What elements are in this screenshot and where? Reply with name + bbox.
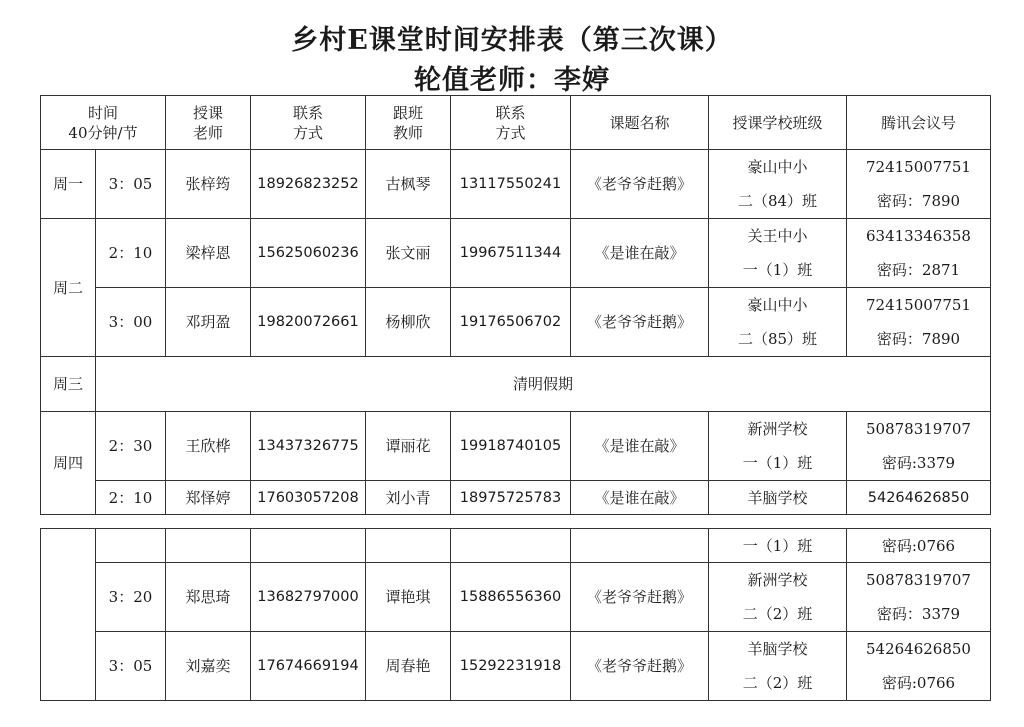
day-cell — [41, 529, 96, 701]
table-row — [41, 412, 991, 481]
school-cell: 新洲学校 二（2）班 — [709, 563, 847, 632]
phone-cell: 13437326775 — [251, 412, 366, 481]
topic-cell: 《是谁在敲》 — [571, 412, 709, 481]
day-cell: 周四 — [41, 412, 96, 515]
teacher-cell: 邓玥盈 — [166, 288, 251, 357]
table-row — [41, 481, 991, 515]
table-row — [41, 357, 991, 412]
table-row — [41, 219, 991, 288]
header-time: 时间 40分钟/节 — [41, 96, 166, 150]
phone2-cell: 19176506702 — [451, 288, 571, 357]
school-cell: 豪山中小 二（85）班 — [709, 288, 847, 357]
meeting-cell: 72415007751 密码：7890 — [847, 150, 991, 219]
phone-cell: 17674669194 — [251, 632, 366, 701]
phone-cell: 17603057208 — [251, 481, 366, 515]
header-school: 授课学校班级 — [709, 96, 847, 150]
header-follow-teacher: 跟班 教师 — [366, 96, 451, 150]
header-teacher: 授课 老师 — [166, 96, 251, 150]
header-row — [41, 96, 991, 150]
phone2-cell: 15886556360 — [451, 563, 571, 632]
topic-cell — [571, 529, 709, 563]
page-title: 乡村E课堂时间安排表（第三次课） — [291, 25, 733, 56]
phone-cell: 15625060236 — [251, 219, 366, 288]
table-row — [41, 288, 991, 357]
time-cell: 2：10 — [96, 219, 166, 288]
meeting-cell: 50878319707 密码：3379 — [847, 563, 991, 632]
teacher-cell: 王欣桦 — [166, 412, 251, 481]
time-cell — [96, 529, 166, 563]
table-row — [41, 529, 991, 563]
day-cell: 周一 — [41, 150, 96, 219]
topic-cell: 《老爷爷赶鹅》 — [571, 563, 709, 632]
phone-cell — [251, 529, 366, 563]
header-contact: 联系 方式 — [251, 96, 366, 150]
topic-cell: 《老爷爷赶鹅》 — [571, 288, 709, 357]
header-topic: 课题名称 — [571, 96, 709, 150]
table-row — [41, 563, 991, 632]
time-cell: 2：30 — [96, 412, 166, 481]
time-cell: 2：10 — [96, 481, 166, 515]
meeting-cell: 密码:0766 — [847, 529, 991, 563]
follow-teacher-cell: 杨柳欣 — [366, 288, 451, 357]
school-cell: 豪山中小 二（84）班 — [709, 150, 847, 219]
follow-teacher-cell: 谭艳琪 — [366, 563, 451, 632]
phone2-cell: 13117550241 — [451, 150, 571, 219]
header-contact-2: 联系 方式 — [451, 96, 571, 150]
topic-cell: 《老爷爷赶鹅》 — [571, 632, 709, 701]
phone-cell: 13682797000 — [251, 563, 366, 632]
meeting-cell: 50878319707 密码:3379 — [847, 412, 991, 481]
follow-teacher-cell — [366, 529, 451, 563]
teacher-cell: 郑思琦 — [166, 563, 251, 632]
follow-teacher-cell: 古枫琴 — [366, 150, 451, 219]
teacher-cell: 梁梓恩 — [166, 219, 251, 288]
meeting-cell: 54264626850 — [847, 481, 991, 515]
meeting-cell: 63413346358 密码：2871 — [847, 219, 991, 288]
follow-teacher-cell: 谭丽花 — [366, 412, 451, 481]
school-cell: 羊脑学校 二（2）班 — [709, 632, 847, 701]
phone-cell: 18926823252 — [251, 150, 366, 219]
day-cell: 周三 — [41, 357, 96, 412]
schedule-table — [40, 95, 991, 515]
day-cell: 周二 — [41, 219, 96, 357]
phone-cell: 19820072661 — [251, 288, 366, 357]
school-cell: 关王中小 一（1）班 — [709, 219, 847, 288]
phone2-cell: 15292231918 — [451, 632, 571, 701]
school-cell: 新洲学校 一（1）班 — [709, 412, 847, 481]
teacher-cell: 刘嘉奕 — [166, 632, 251, 701]
phone2-cell: 19918740105 — [451, 412, 571, 481]
phone2-cell — [451, 529, 571, 563]
phone2-cell: 19967511344 — [451, 219, 571, 288]
time-cell: 3：05 — [96, 150, 166, 219]
time-cell: 3：20 — [96, 563, 166, 632]
teacher-cell: 郑怿婷 — [166, 481, 251, 515]
holiday-cell: 清明假期 — [96, 357, 991, 412]
table-row — [41, 632, 991, 701]
teacher-cell: 张梓筠 — [166, 150, 251, 219]
teacher-cell — [166, 529, 251, 563]
follow-teacher-cell: 周春艳 — [366, 632, 451, 701]
school-cell: 羊脑学校 — [709, 481, 847, 515]
schedule-table-continued — [40, 528, 991, 701]
phone2-cell: 18975725783 — [451, 481, 571, 515]
time-cell: 3：00 — [96, 288, 166, 357]
topic-cell: 《是谁在敲》 — [571, 481, 709, 515]
table-row — [41, 150, 991, 219]
topic-cell: 《是谁在敲》 — [571, 219, 709, 288]
follow-teacher-cell: 张文丽 — [366, 219, 451, 288]
header-meeting: 腾讯会议号 — [847, 96, 991, 150]
meeting-cell: 72415007751 密码：7890 — [847, 288, 991, 357]
school-cell: 一（1）班 — [709, 529, 847, 563]
topic-cell: 《老爷爷赶鹅》 — [571, 150, 709, 219]
follow-teacher-cell: 刘小青 — [366, 481, 451, 515]
page-subtitle: 轮值老师：李婷 — [414, 65, 610, 96]
meeting-cell: 54264626850 密码:0766 — [847, 632, 991, 701]
time-cell: 3：05 — [96, 632, 166, 701]
